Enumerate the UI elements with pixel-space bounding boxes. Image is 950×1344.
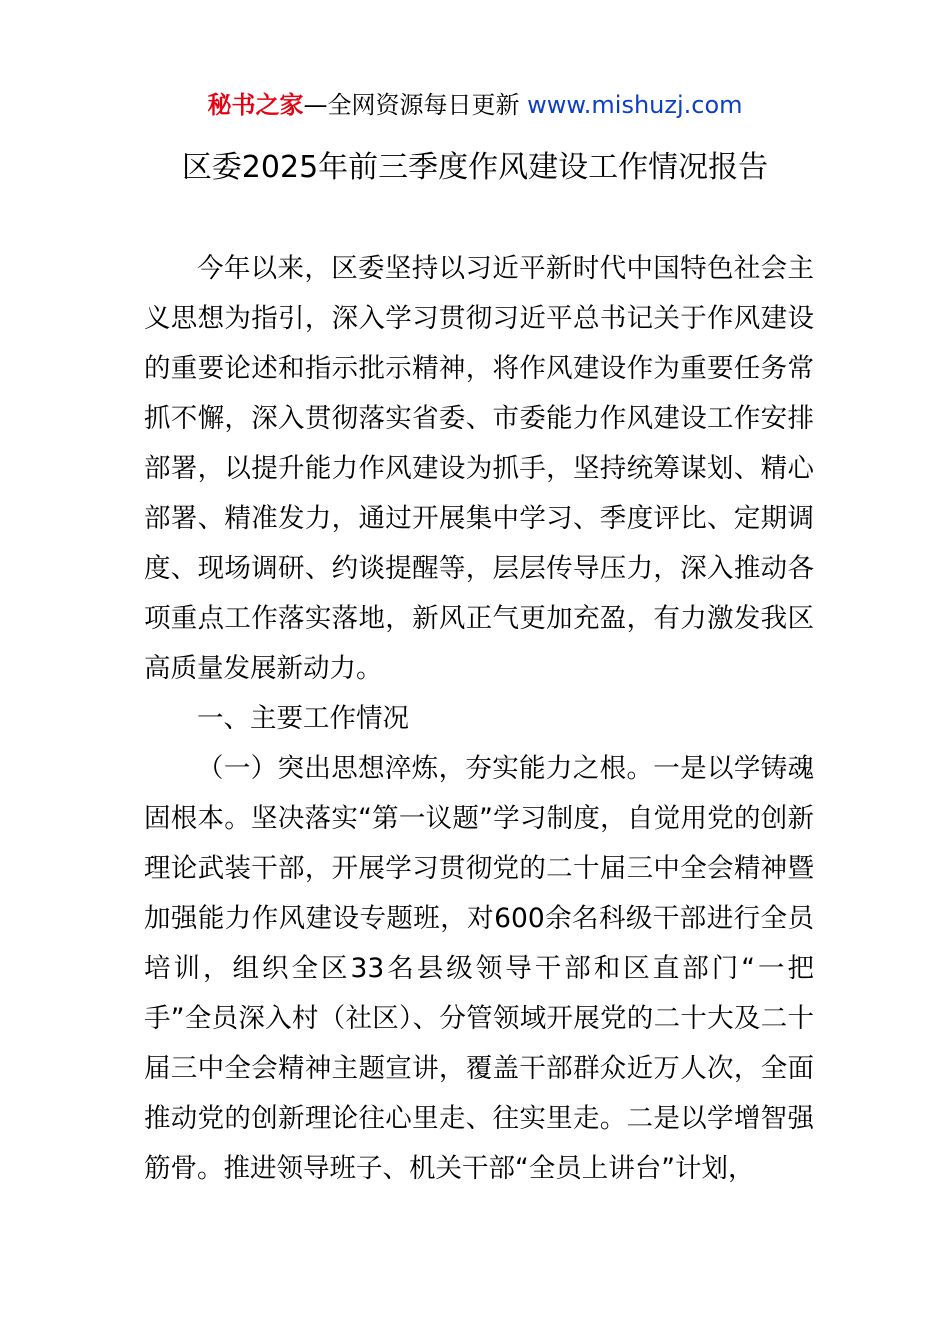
intro-paragraph: 今年以来，区委坚持以习近平新时代中国特色社会主义思想为指引，深入学习贯彻习近平总书记关于作风建设的重要论述和指示批示精神，将作风建设作为重要任务常抓不懈，深入贯彻落实省委、市委能力作风建设工作安排部署，以提升能力作风建设为抓手，坚持统筹谋划、精心部署、精准发力，通过开展集中学习、季度评比、定期调度、现场调研、约谈提醒等，层层传导压力，深入推动各项重点工作落实落地，新风正气更加充盈，有力激发我区高质量发展新动力。 bbox=[144, 253, 814, 684]
document-body bbox=[144, 244, 814, 1194]
site-url-link[interactable]: www.mishuzj.com bbox=[527, 91, 743, 119]
section-heading: 一、主要工作情况 bbox=[197, 703, 409, 734]
site-slogan: —全网资源每日更新 bbox=[303, 91, 528, 119]
body-paragraph: （一）突出思想淬炼，夯实能力之根。一是以学铸魂固根本。坚决落实“第一议题”学习制度，自觉用党的创新理论武装干部，开展学习贯彻党的二十届三中全会精神暨加强能力作风建设专题班，对600余名科级干部进行全员培训，组织全区33名县级领导干部和区直部门“一把手”全员深入村（社区）、分管领域开展党的二十大及二十届三中全会精神主题宣讲，覆盖干部群众近万人次，全面推动党的创新理论往心里走、往实里走。二是以学增智强筋骨。推进领导班子、机关干部“全员上讲台”计划， bbox=[144, 753, 814, 1184]
site-brand: 秘书之家 bbox=[207, 91, 304, 119]
document-title: 区委2025年前三季度作风建设工作情况报告 bbox=[181, 150, 769, 185]
site-header bbox=[0, 86, 950, 124]
